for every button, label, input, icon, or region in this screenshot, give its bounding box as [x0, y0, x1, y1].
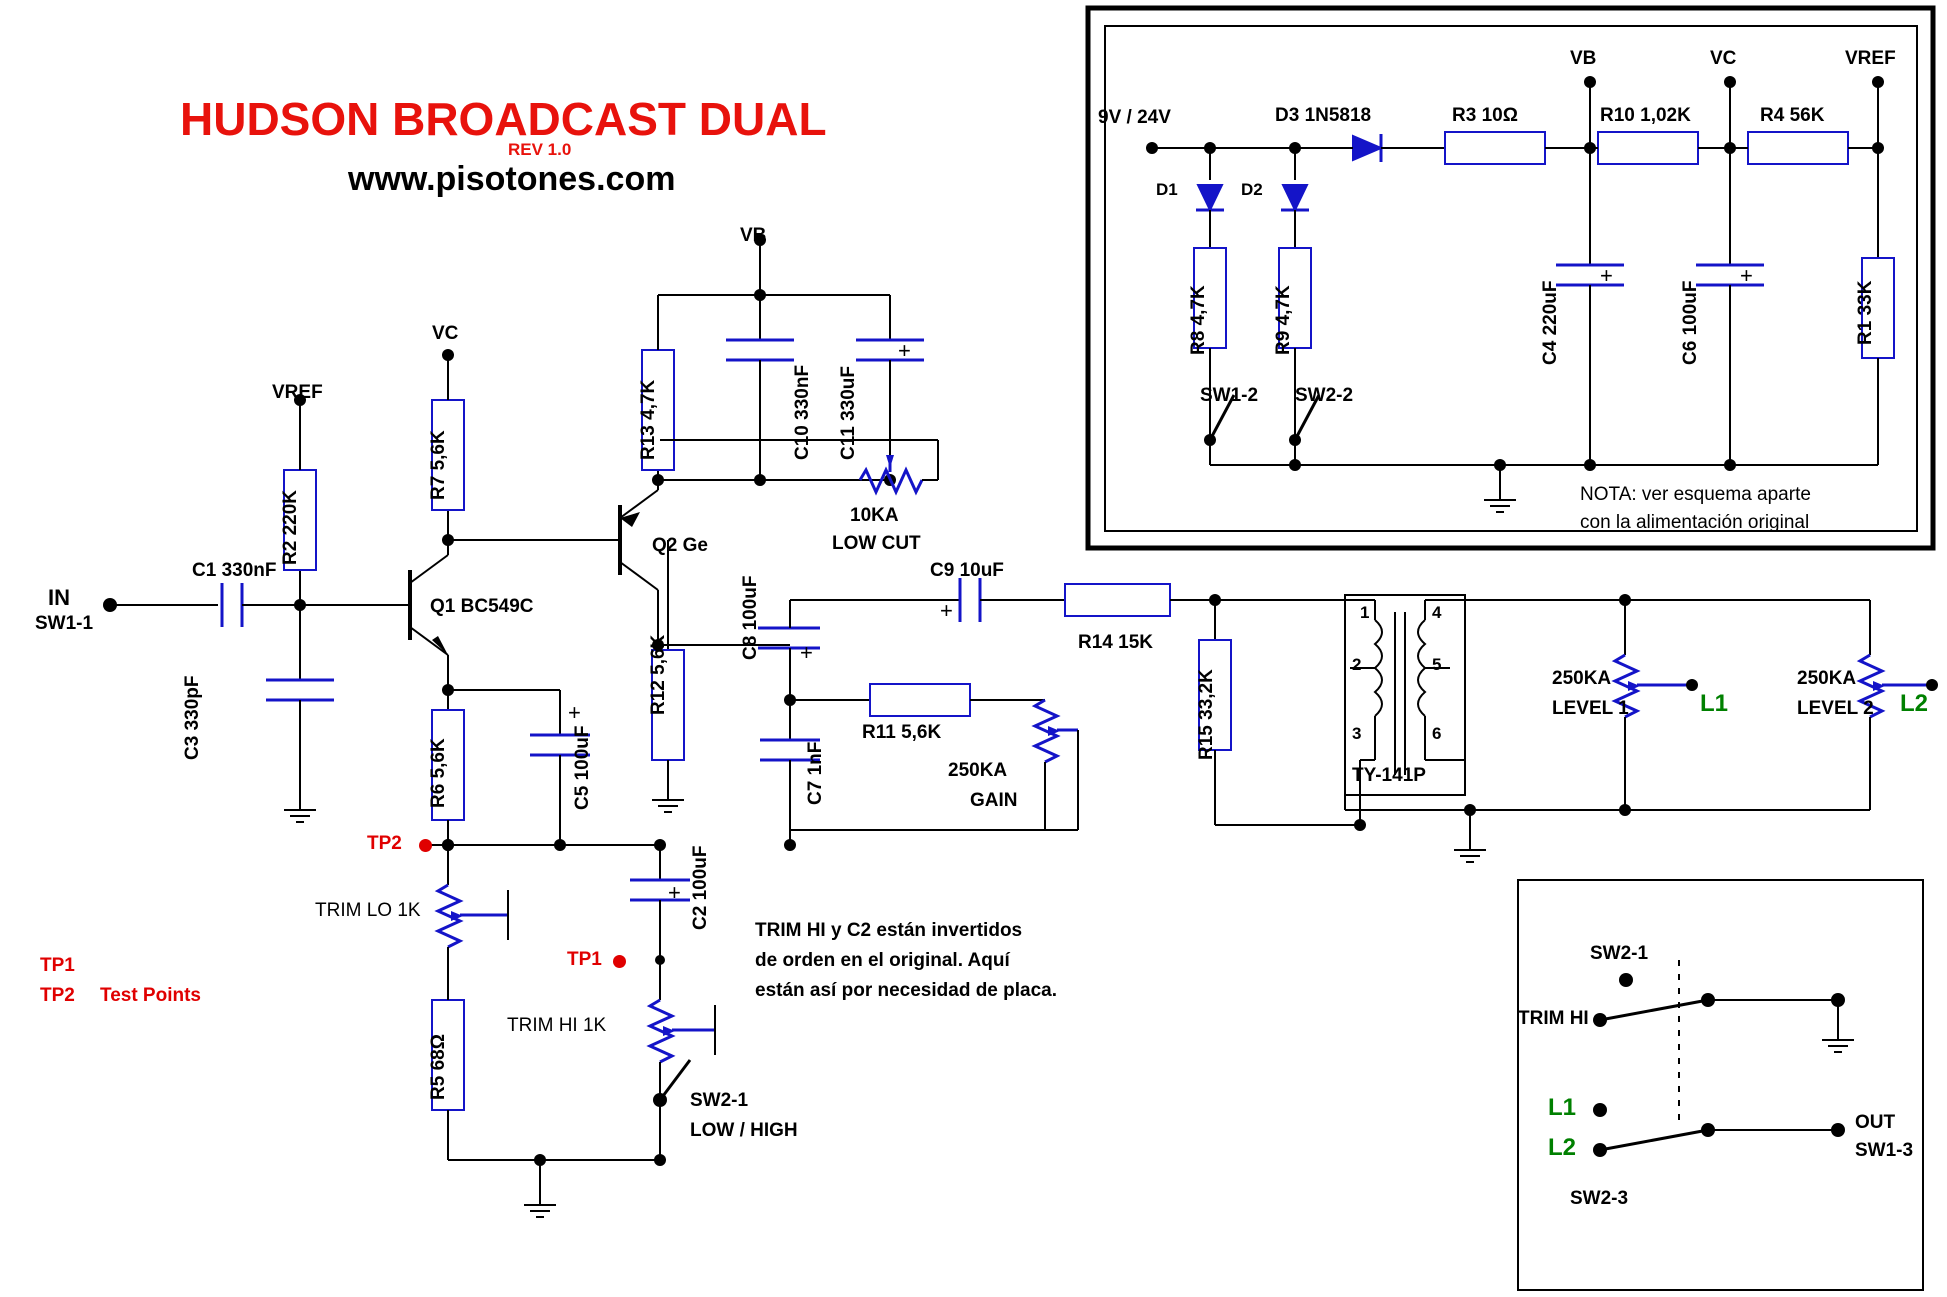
transformer-pin-5: 5 [1432, 655, 1442, 674]
switchbox-sw1-3-label: SW1-3 [1855, 1140, 1914, 1161]
psu-sw1-2-label: SW1-2 [1200, 385, 1259, 406]
c10-label: C10 330nF [792, 364, 813, 460]
vc-node-label: VC [432, 323, 459, 344]
switchbox-sw2-1-label: SW2-1 [1590, 943, 1649, 964]
psu-note-line1: NOTA: ver esquema aparte [1580, 484, 1811, 505]
c9-polarity: + [940, 598, 953, 623]
vref-node-label: VREF [272, 382, 323, 403]
psu-r9-label: R9 4,7K [1273, 285, 1294, 355]
l2-output-label: L2 [1900, 690, 1929, 717]
c5-polarity: + [568, 700, 581, 725]
switchbox-l1-label: L1 [1548, 1094, 1577, 1121]
c11-label: C11 330uF [838, 366, 859, 460]
switchbox-trim-hi-label: TRIM HI [1518, 1008, 1589, 1029]
psu-supply-label: 9V / 24V [1098, 107, 1171, 128]
sw2-1-main-label: SW2-1 [690, 1090, 749, 1111]
trim-note-line2: de orden en el original. Aquí [755, 950, 1010, 971]
trim-note-line3: están así por necesidad de placa. [755, 980, 1058, 1001]
c9-label: C9 10uF [930, 560, 1004, 581]
psu-vref-label: VREF [1845, 48, 1896, 69]
switchbox-sw2-3-label: SW2-3 [1570, 1188, 1629, 1209]
transformer-pin-6: 6 [1432, 724, 1442, 743]
vb-node-label: VB [740, 225, 767, 246]
c8-polarity: + [800, 640, 813, 665]
r11-label: R11 5,6K [862, 722, 942, 743]
psu-d3-label: D3 1N5818 [1275, 105, 1372, 126]
psu-c4-label: C4 220uF [1540, 280, 1561, 365]
c2-polarity: + [668, 880, 681, 905]
l1-output-label: L1 [1700, 690, 1729, 717]
transformer-pin-3: 3 [1352, 724, 1362, 743]
c1-label: C1 330nF [192, 560, 277, 581]
c11-polarity: + [898, 338, 911, 363]
c3-label: C3 330pF [182, 675, 203, 760]
transformer-pin-1: 1 [1360, 603, 1370, 622]
r6-label: R6 5,6K [428, 738, 449, 808]
lowcut-label: LOW CUT [832, 533, 921, 554]
tp2-dot [419, 839, 432, 852]
page-title: HUDSON BROADCAST DUAL [180, 93, 827, 145]
psu-r4-label: R4 56K [1760, 105, 1825, 126]
website-label: www.pisotones.com [348, 160, 676, 198]
psu-d1-label: D1 [1156, 180, 1178, 199]
gain-value-label: 250KA [948, 760, 1008, 781]
lowcut-value-label: 10KA [850, 505, 899, 526]
psu-c6-polarity: + [1740, 263, 1753, 288]
transformer-pin-2: 2 [1352, 655, 1362, 674]
tp1-dot [613, 955, 626, 968]
psu-r3-label: R3 10Ω [1452, 105, 1518, 126]
psu-d2-label: D2 [1241, 180, 1263, 199]
psu-vb-label: VB [1570, 48, 1597, 69]
psu-c4-polarity: + [1600, 263, 1613, 288]
sw1-1-label: SW1-1 [35, 613, 94, 634]
psu-sw2-2-label: SW2-2 [1295, 385, 1354, 406]
c5-label: C5 100uF [572, 725, 593, 810]
tp1-label: TP1 [567, 949, 602, 970]
r15-label: R15 33,2K [1196, 669, 1217, 760]
switchbox-out-label: OUT [1855, 1112, 1896, 1133]
tp2-label: TP2 [367, 833, 402, 854]
transformer-label: TY-141P [1352, 765, 1426, 786]
tp2-legend: TP2 [40, 985, 75, 1006]
r14-label: R14 15K [1078, 632, 1153, 653]
trim-note-line1: TRIM HI y C2 están invertidos [755, 920, 1023, 941]
level2-label: LEVEL 2 [1797, 698, 1874, 719]
revision-label: REV 1.0 [508, 140, 572, 159]
psu-r10-label: R10 1,02K [1600, 105, 1691, 126]
psu-r8-label: R8 4,7K [1188, 285, 1209, 355]
low-high-label: LOW / HIGH [690, 1120, 798, 1141]
r5-label: R5 68Ω [428, 1034, 449, 1100]
c7-label: C7 1nF [805, 741, 826, 805]
r7-label: R7 5,6K [428, 430, 449, 500]
level2-value-label: 250KA [1797, 668, 1857, 689]
q1-label: Q1 BC549C [430, 596, 534, 617]
trim-lo-label: TRIM LO 1K [315, 900, 421, 921]
r13-label: R13 4,7K [638, 379, 659, 460]
psu-r1-label: R1 33K [1855, 280, 1876, 345]
tp1-legend: TP1 [40, 955, 75, 976]
switchbox-l2-label: L2 [1548, 1134, 1577, 1161]
gain-label: GAIN [970, 790, 1018, 811]
level1-value-label: 250KA [1552, 668, 1612, 689]
test-points-legend-label: Test Points [100, 985, 201, 1006]
r2-label: R2 220K [280, 490, 301, 565]
trim-hi-label: TRIM HI 1K [507, 1015, 607, 1036]
r12-label: R12 5,6K [648, 634, 669, 715]
transformer-pin-4: 4 [1432, 603, 1442, 622]
c2-label: C2 100uF [690, 845, 711, 930]
input-label: IN [48, 585, 70, 610]
psu-note-line2: con la alimentación original [1580, 512, 1810, 533]
psu-c6-label: C6 100uF [1680, 280, 1701, 365]
level1-label: LEVEL 1 [1552, 698, 1629, 719]
q2-label: Q2 Ge [652, 535, 708, 556]
psu-vc-label: VC [1710, 48, 1737, 69]
c8-label: C8 100uF [740, 575, 761, 660]
